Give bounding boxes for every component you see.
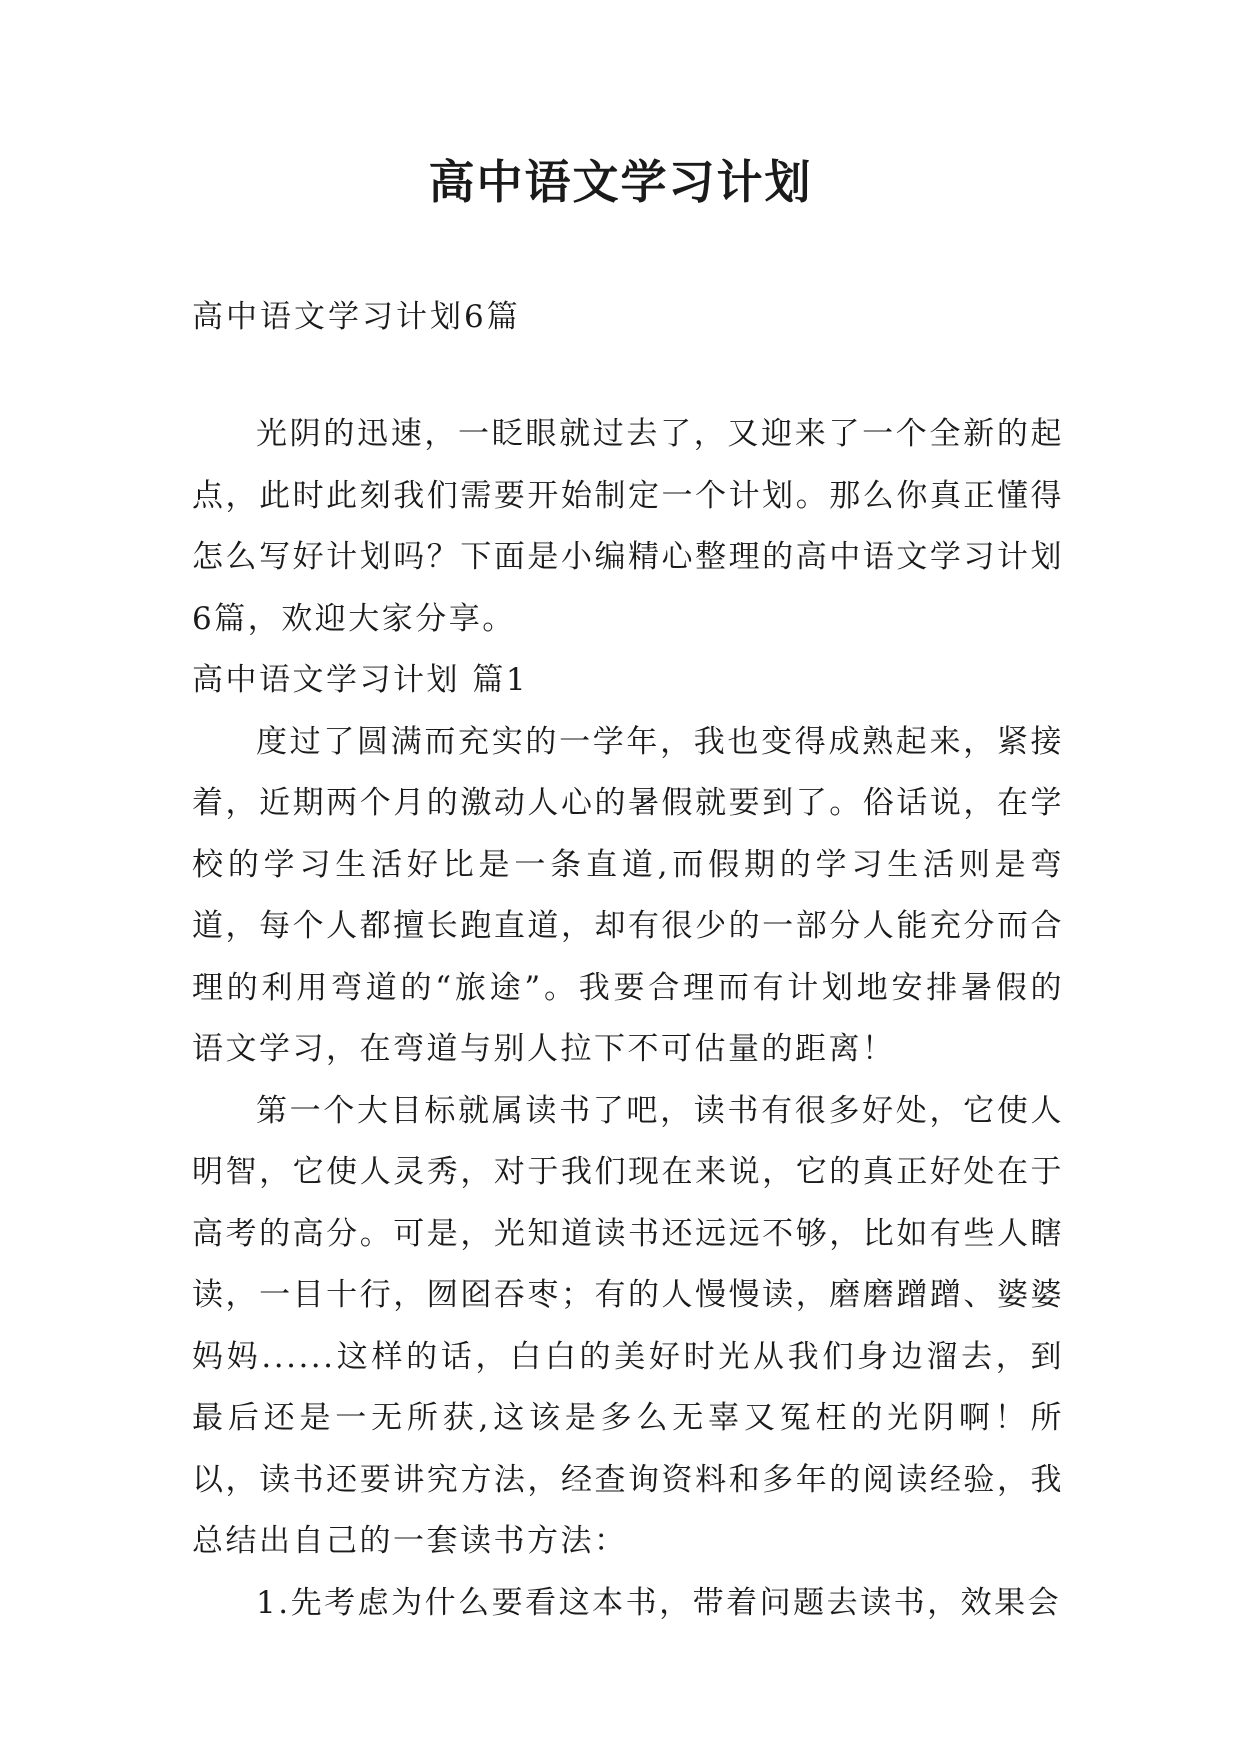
body-paragraph: 第一个大目标就属读书了吧，读书有很多好处，它使人明智，它使人灵秀，对于我们现在来说，它的真正好处在于高考的高分。可是，光知道读书还远远不够，比如有些人瞎读，一目十行，囫囵吞枣；有的人慢慢读，磨磨蹭蹭、婆婆妈妈......这样的话，白白的美好时光从我们身边溜去，到最后还是一无所获,这该是多么无辜又冤枉的光阴啊！所以，读书还要讲究方法，经查询资料和多年的阅读经验，我总结出自己的一套读书方法： — [192, 1092, 1064, 1559]
document-title: 高中语文学习计划 — [428, 155, 813, 209]
document-subtitle: 高中语文学习计划6篇 — [192, 299, 521, 335]
list-item: 1.先考虑为什么要看这本书，带着问题去读书，效果会 — [256, 1584, 1062, 1621]
section-heading: 高中语文学习计划 篇1 — [192, 662, 529, 698]
document-body — [192, 404, 1064, 1634]
body-paragraph: 度过了圆满而充实的一学年，我也变得成熟起来，紧接着，近期两个月的激动人心的暑假就要到了。俗话说，在学校的学习生活好比是一条直道,而假期的学习生活则是弯道，每个人都擅长跑直道，却有很少的一部分人能充分而合理的利用弯道的“旅途”。我要合理而有计划地安排暑假的语文学习，在弯道与别人拉下不可估量的距离！ — [192, 723, 1064, 1067]
intro-paragraph: 光阴的迅速，一眨眼就过去了，又迎来了一个全新的起点，此时此刻我们需要开始制定一个计划。那么你真正懂得怎么写好计划吗？下面是小编精心整理的高中语文学习计划6篇，欢迎大家分享。 — [192, 416, 1064, 637]
